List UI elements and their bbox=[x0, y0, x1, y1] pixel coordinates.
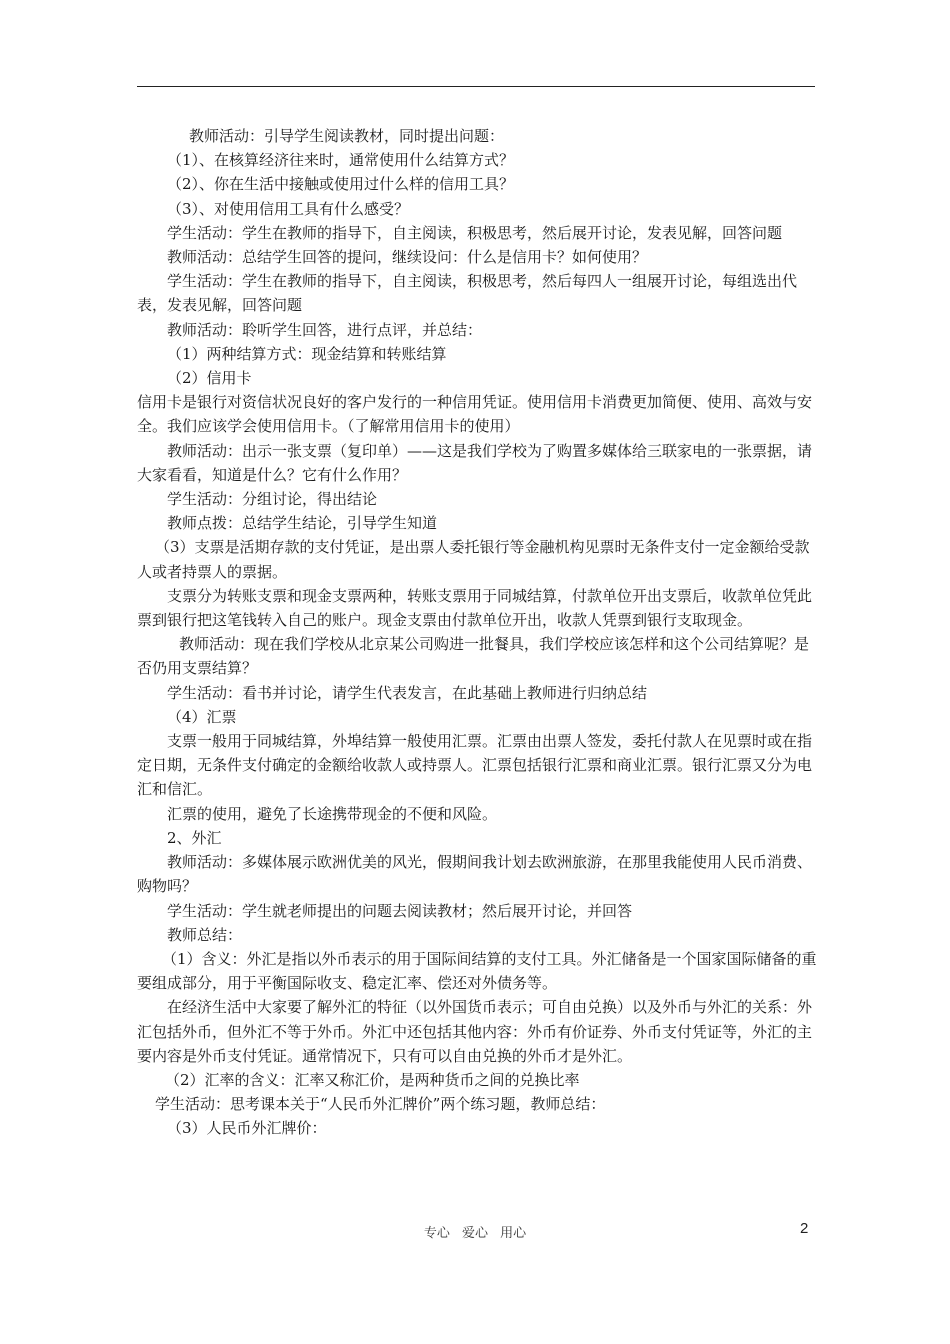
paragraph: （3）人民币外汇牌价： bbox=[167, 1119, 327, 1138]
paragraph: 教师活动：总结学生回答的提问，继续设问：什么是信用卡？如何使用？ bbox=[167, 248, 648, 267]
paragraph: 支票一般用于同城结算，外埠结算一般使用汇票。汇票由出票人签发，委托付款人在见票时或在指定日期，无条件支付确定的金额给收款人或持票人。汇票包括银行汇票和商业汇票。银行汇票又分为电汇和信汇。 bbox=[137, 732, 813, 799]
page-number: 2 bbox=[800, 1220, 809, 1237]
paragraph: 学生活动：学生就老师提出的问题去阅读教材；然后展开讨论，并回答 bbox=[167, 901, 633, 920]
paragraph: （2）、你在生活中接触或使用过什么样的信用工具？ bbox=[167, 175, 515, 194]
paragraph: 教师活动：引导学生阅读教材，同时提出问题： bbox=[189, 127, 505, 145]
paragraph: 学生活动：思考课本关于“人民币外汇牌价”两个练习题，教师总结： bbox=[155, 1095, 606, 1114]
header-rule bbox=[137, 86, 815, 87]
paragraph: （1）含义：外汇是指以外币表示的用于国际间结算的支付工具。外汇储备是一个国家国际储备的重要组成部分，用于平衡国际收支、稳定汇率、偿还对外债务等。 bbox=[137, 949, 817, 993]
paragraph: （2）汇率的含义：汇率又称汇价，是两种货币之间的兑换比率 bbox=[165, 1070, 580, 1089]
paragraph: 教师活动：现在我们学校从北京某公司购进一批餐具，我们学校应该怎样和这个公司结算呢？是否仍用支票结算？ bbox=[137, 635, 810, 678]
page-footer: 专心 爱心 用心 bbox=[423, 1226, 527, 1241]
paragraph: 学生活动：分组讨论，得出结论 bbox=[167, 490, 378, 509]
paragraph: 学生活动：学生在教师的指导下，自主阅读，积极思考，然后每四人一组展开讨论，每组选出代表，发表见解，回答问题 bbox=[137, 272, 798, 315]
paragraph: （4）汇票 bbox=[167, 707, 237, 726]
paragraph: 教师活动：多媒体展示欧洲优美的风光，假期间我计划去欧洲旅游，在那里我能使用人民币消费、购物吗？ bbox=[137, 853, 813, 896]
paragraph: 汇票的使用，避免了长途携带现金的不便和风险。 bbox=[167, 804, 498, 823]
paragraph: 学生活动：看书并讨论，请学生代表发言，在此基础上教师进行归纳总结 bbox=[167, 683, 648, 702]
paragraph: 信用卡是银行对资信状况良好的客户发行的一种信用凭证。使用信用卡消费更加简便、使用、高效与安全。我们应该学会使用信用卡。（了解常用信用卡的使用） bbox=[137, 393, 813, 436]
paragraph: 学生活动：学生在教师的指导下，自主阅读，积极思考，然后展开讨论，发表见解，回答问题 bbox=[167, 223, 783, 242]
paragraph: 在经济生活中大家要了解外汇的特征（以外国货币表示；可自由兑换）以及外币与外汇的关系：外汇包括外币，但外汇不等于外币。外汇中还包括其他内容：外币有价证券、外币支付凭证等，外汇的主要内容是外币支付凭证。通常情况下，只有可以自由兑换的外币才是外汇。 bbox=[137, 998, 813, 1065]
paragraph: 教师活动：聆听学生回答，进行点评，并总结： bbox=[167, 320, 483, 339]
paragraph: 支票分为转账支票和现金支票两种，转账支票用于同城结算，付款单位开出支票后，收款单位凭此票到银行把这笔钱转入自己的账户。现金支票由付款单位开出，收款人凭票到银行支取现金。 bbox=[137, 586, 813, 630]
paragraph: 教师总结： bbox=[167, 925, 243, 944]
paragraph: （3）、对使用信用工具有什么感受？ bbox=[167, 199, 410, 218]
paragraph: 教师活动：出示一张支票（复印单）——这是我们学校为了购置多媒体给三联家电的一张票据，请大家看看，知道是什么？它有什么作用？ bbox=[137, 441, 813, 484]
paragraph: （1）、在核算经济往来时，通常使用什么结算方式？ bbox=[167, 151, 515, 170]
paragraph: （2）信用卡 bbox=[167, 369, 252, 388]
paragraph: （1）两种结算方式：现金结算和转账结算 bbox=[167, 344, 447, 363]
paragraph: 教师点拨：总结学生结论，引导学生知道 bbox=[167, 514, 438, 533]
paragraph: （3）支票是活期存款的支付凭证，是出票人委托银行等金融机构见票时无条件支付一定金额给受款人或者持票人的票据。 bbox=[137, 538, 810, 581]
paragraph: 2、外汇 bbox=[167, 828, 222, 847]
document-body bbox=[137, 124, 817, 1141]
